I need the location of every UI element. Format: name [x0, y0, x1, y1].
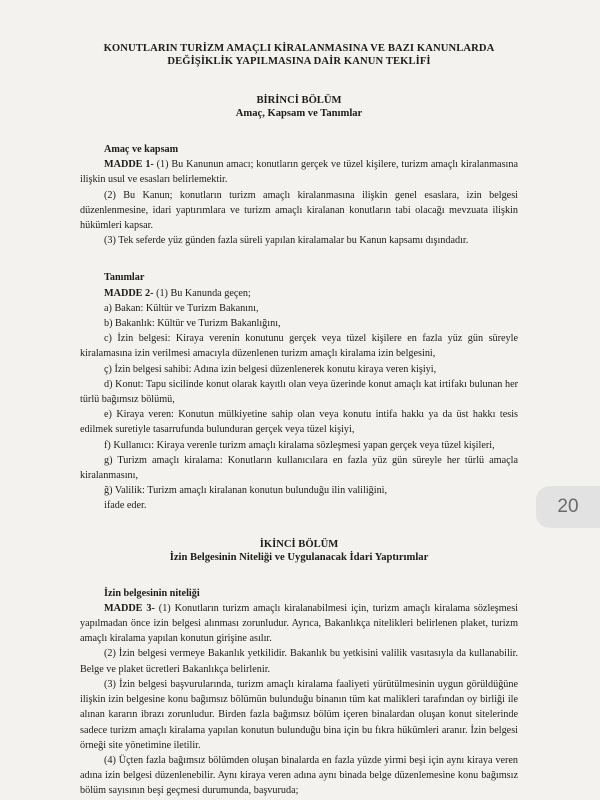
title-line-1: KONUTLARIN TURİZM AMAÇLI KİRALANMASINA VE BAZI KANUNLARDA: [103, 43, 495, 54]
title-line-2: DEĞİŞİKLİK YAPILMASINA DAİR KANUN TEKLİFİ: [167, 56, 431, 67]
article-1-paragraph-3: (3) Tek seferde yüz günden fazla süreli yapılan kiralamalar bu Kanun kapsamı dışındadır.: [104, 235, 469, 247]
article-1-label: MADDE 1-: [104, 159, 154, 171]
article-2-intro: MADDE 2- (1) Bu Kanunda geçen;: [104, 287, 251, 299]
document-title: [80, 42, 518, 68]
definition-item: a) Bakan: Kültür ve Turizm Bakanını,: [104, 302, 259, 314]
article-3-label: MADDE 3-: [104, 602, 155, 614]
article-3-paragraph-2: (2) İzin belgesi vermeye Bakanlık yetkilidir. Bakanlık bu yetkisini valilik vasıtasıyla da kullanabilir. Belge ve plaket ücretleri Bakanlıkça belirlenir.: [80, 648, 518, 675]
definition-item: d) Konut: Tapu sicilinde konut olarak kayıtlı olan veya üzerinde konut amaçlı kat irtifakı bulunan her türlü bağımsız bölümü,: [80, 378, 518, 406]
section-1-subtitle: Amaç, Kapsam ve Tanımlar: [235, 108, 363, 119]
article-1-heading: Amaç ve kapsam: [104, 144, 179, 155]
section-2-subtitle: İzin Belgesinin Niteliği ve Uygulanacak İdari Yaptırımlar: [169, 551, 429, 563]
article-3-paragraph-3: (3) İzin belgesi başvurularında, turizm amaçlı kiralama faaliyeti yürütülmesinin uygun görüldüğüne ilişkin izin belgesine konu bağımsız bölümün bulunduğu binanın tüm kat malikleri tarafından oy birliği ile alınan kararın ibrazı zorunludur. Birden fazla bağımsız bölüm içeren binalardan oluşan konut sitelerinde sadece turizm amaçlı kiralama yapılan konutun bulunduğu bina için bu fıkra hükümleri aranır. İzin belgesi örneği site yönetimine iletilir.: [80, 678, 518, 751]
section-1-heading: [80, 94, 518, 120]
definition-item: f) Kullanıcı: Kiraya verenle turizm amaçlı kiralama sözleşmesi yapan gerçek veya tüzel kişileri,: [104, 439, 495, 451]
article-2-heading: Tanımlar: [104, 272, 145, 284]
document-body: [80, 42, 518, 799]
definition-item: b) Bakanlık: Kültür ve Turizm Bakanlığını,: [104, 318, 281, 330]
definition-item: c) İzin belgesi: Kiraya verenin konutunu gerçek veya tüzel kişilere en fazla yüz gün süreyle kiralamasına izin verilmesi amacıyla düzenlenen turizm amaçlı kiralama izin belgesini,: [80, 333, 518, 360]
article-3-paragraph-1: MADDE 3- (1) Konutların turizm amaçlı kiralanabilmesi için, turizm amaçlı kiralama sözleşmesi yapılmadan önce izin belgesi alınması zorunludur. Ayrıca, Bakanlıkça nitelikleri belirlenen plaket, turizm amaçlı kiralama yapılan konutun girişine asılır.: [80, 602, 518, 645]
section-2-title: İKİNCİ BÖLÜM: [259, 538, 339, 550]
article-3-paragraph-4: (4) Üçten fazla bağımsız bölümden oluşan binalarda en fazla yüzde yirmi beşi için aynı kiraya veren adına izin belgesi düzenlenebilir. Aynı kiraya veren adına aynı binada belge düzenlemesine konu bağımsız bölüm sayısının beşi geçmesi durumunda, başvuruda;: [80, 754, 518, 797]
section-2-heading: [80, 538, 518, 564]
article-3-heading: İzin belgesinin niteliği: [104, 587, 200, 599]
section-1-title: BİRİNCİ BÖLÜM: [256, 95, 342, 106]
article-1-paragraph-1: MADDE 1- (1) Bu Kanunun amacı; konutların gerçek ve tüzel kişilere, turizm amaçlı kiralanmasına ilişkin usul ve esasları belirlemektir.: [80, 159, 518, 186]
definition-item: ğ) Valilik: Turizm amaçlı kiralanan konutun bulunduğu ilin valiliğini,: [104, 485, 388, 497]
article-2-label: MADDE 2-: [104, 287, 154, 299]
definition-item: ç) İzin belgesi sahibi: Adına izin belgesi düzenlenerek konutu kiraya veren kişiyi,: [104, 363, 437, 375]
article-2-closing: ifade eder.: [104, 500, 147, 512]
definition-item: e) Kiraya veren: Konutun mülkiyetine sahip olan veya konutu intifa hakkı ya da üst hakkı tesis edilmek suretiyle tasarrufunda bulunduran gerçek veya tüzel kişiyi,: [80, 409, 518, 436]
article-1-paragraph-2: (2) Bu Kanun; konutların turizm amaçlı kiralanmasına ilişkin genel esaslara, izin belgesi düzenlenmesine, idari yaptırımlara ve turizm amaçlı kiralanan konutların tabi olacağı mevzuata ilişkin hükümleri kapsar.: [80, 189, 518, 232]
definition-item: g) Turizm amaçlı kiralama: Konutların kullanıcılara en fazla yüz gün süreyle her türlü amaçla kiralanmasını,: [80, 454, 518, 482]
page-number-badge: 20: [536, 486, 600, 528]
